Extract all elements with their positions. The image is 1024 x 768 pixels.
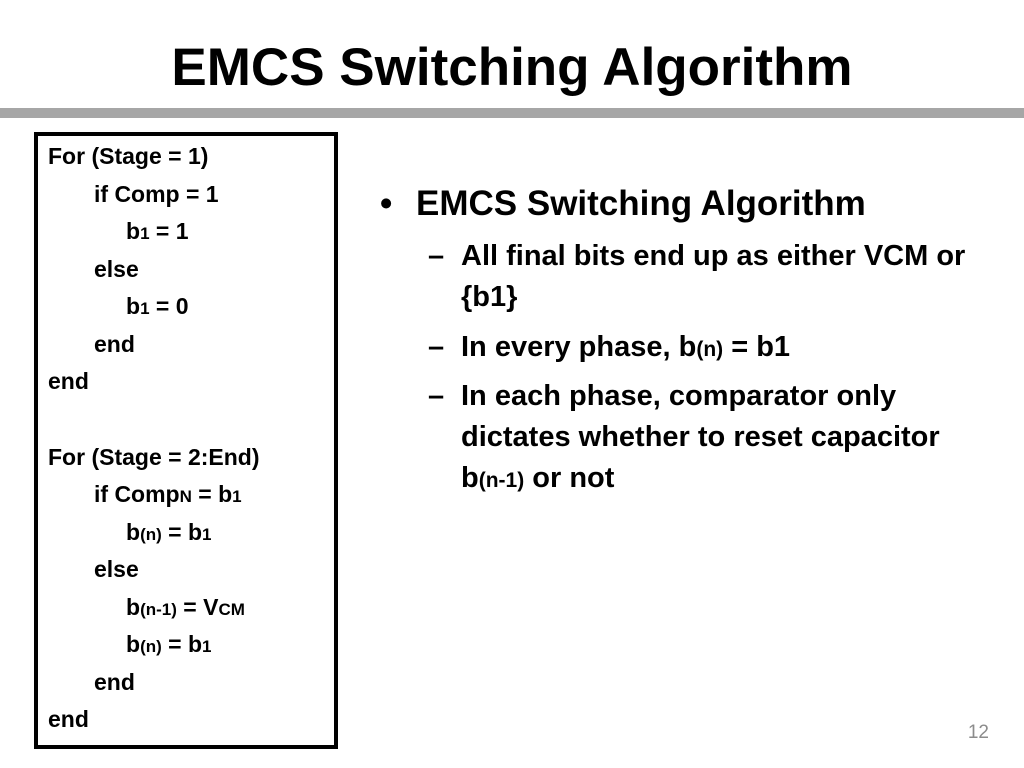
code-stage1-else: else [94, 256, 139, 282]
dash-marker: – [428, 331, 445, 363]
code-subscript: 1 [140, 224, 150, 243]
code-text: b [126, 631, 141, 657]
code-text: = b [161, 519, 203, 545]
code-stage1-end-if: end [94, 331, 135, 357]
code-stage1-end: end [48, 368, 89, 394]
bullet-main: EMCS Switching Algorithm [416, 184, 866, 223]
bullet-text: or not [524, 462, 615, 494]
title-divider [0, 108, 1024, 118]
code-stage2-assign-bn1 [126, 593, 245, 624]
pseudocode-box [34, 132, 338, 749]
bullet-text: = b1 [723, 331, 791, 363]
code-stage2-end-if: end [94, 669, 135, 695]
code-text: b [126, 594, 141, 620]
code-subscript: 1 [202, 525, 212, 544]
bullet-item-text [461, 376, 981, 501]
bullet-text: In each phase, comparator only dictates whether to reset capacitor b [461, 380, 940, 494]
code-subscript: 1 [232, 487, 242, 506]
code-text: b [126, 519, 141, 545]
code-stage2-if [94, 480, 242, 511]
code-text: = 1 [149, 218, 189, 244]
code-text: = b [161, 631, 203, 657]
code-subscript: 1 [202, 637, 212, 656]
code-text: b [126, 293, 141, 319]
code-text: = V [176, 594, 219, 620]
bullet-item-text: All final bits end up as either VCM or {b1} [461, 240, 966, 313]
dash-marker: – [428, 380, 445, 412]
code-stage1-assign-0 [126, 292, 189, 323]
code-subscript: (n) [140, 525, 162, 544]
code-text: = b [191, 481, 233, 507]
bullet-item-text [461, 327, 981, 370]
code-stage2-assign-bn-2 [126, 630, 212, 661]
bullet-subscript: (n) [696, 338, 724, 361]
code-subscript: N [179, 487, 192, 506]
code-stage2-assign-bn [126, 518, 212, 549]
code-subscript: (n) [140, 637, 162, 656]
page-number: 12 [967, 722, 989, 743]
code-stage1-header: For (Stage = 1) [48, 143, 209, 169]
code-subscript: CM [218, 600, 245, 619]
code-stage2-else: else [94, 556, 139, 582]
code-subscript: (n-1) [140, 600, 177, 619]
code-stage1-assign-1 [126, 217, 189, 248]
bullet-subscript: (n-1) [478, 469, 525, 492]
dash-marker: – [428, 240, 445, 272]
bullet-marker: • [380, 184, 393, 223]
code-stage2-end: end [48, 706, 89, 732]
code-text: b [126, 218, 141, 244]
code-stage2-header: For (Stage = 2:End) [48, 444, 260, 470]
code-stage1-if: if Comp = 1 [94, 181, 219, 207]
code-text: = 0 [149, 293, 189, 319]
bullet-text: In every phase, b [461, 331, 697, 363]
code-text: if Comp [94, 481, 180, 507]
slide-title: EMCS Switching Algorithm [171, 38, 853, 97]
code-subscript: 1 [140, 299, 150, 318]
